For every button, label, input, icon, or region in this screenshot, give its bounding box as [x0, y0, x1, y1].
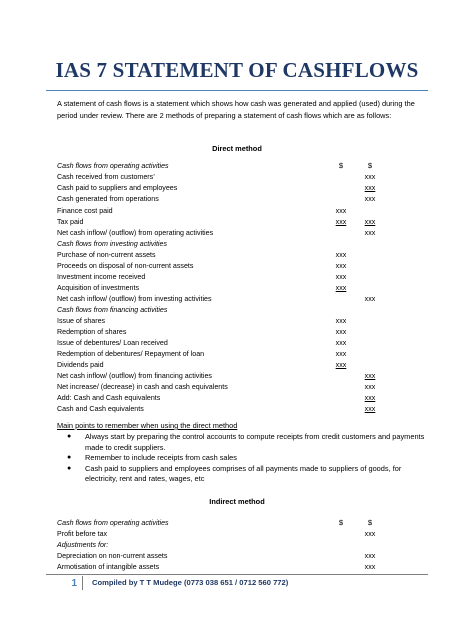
row-label: Cash flows from financing activities [57, 306, 168, 314]
row-label: Net cash inflow/ (outflow) from operating activities [57, 229, 214, 237]
bullet-icon: ● [67, 433, 72, 440]
row-label: Add: Cash and Cash equivalents [57, 394, 161, 402]
direct-row [57, 349, 387, 360]
footer-credit: Compiled by T T Mudege (0773 038 651 / 0712 560 772) [92, 578, 289, 587]
direct-row [57, 316, 387, 327]
direct-row [57, 382, 387, 393]
row-label: Armotisation of intangible assets [57, 563, 160, 571]
row-label: Cash generated from operations [57, 195, 159, 203]
column-2-value: xxx [364, 372, 376, 380]
column-1-header: $ [338, 518, 344, 527]
page-number: 1 [71, 578, 77, 589]
direct-method-heading: Direct method [212, 144, 262, 153]
column-2-value: xxx [364, 173, 376, 181]
row-label: Cash received from customers’ [57, 173, 155, 181]
list-item [57, 432, 427, 453]
direct-row [57, 404, 387, 415]
list-item [57, 464, 427, 485]
indirect-row [57, 551, 387, 562]
bullet-icon: ● [67, 464, 72, 472]
column-2-header: $ [367, 518, 373, 527]
column-2-value: xxx [364, 394, 376, 402]
direct-row [57, 217, 387, 228]
column-2-value: xxx [364, 184, 376, 192]
column-2-header: $ [367, 161, 373, 170]
row-label: Proceeds on disposal of non-current assets [57, 262, 194, 270]
list-item-text: Cash paid to suppliers and employees comprises of all payments made to suppliers of goods, for electricity, rent and rates, wages, etc [85, 463, 402, 484]
column-2-value: xxx [364, 383, 376, 391]
column-1-value: xxx [335, 207, 347, 215]
direct-row [57, 294, 387, 305]
row-label: Acquisition of investments [57, 284, 140, 292]
column-2-value: xxx [364, 552, 376, 560]
indirect-row [57, 540, 387, 551]
list-item-text: Always start by preparing the control accounts to compute receipts from credit customers and payments made to credit suppliers. [85, 432, 425, 452]
list-item-text: Remember to include receipts from cash sales [85, 453, 237, 463]
row-label: Profit before tax [57, 530, 108, 538]
indirect-row [57, 529, 387, 540]
page-title: IAS 7 STATEMENT OF CASHFLOWS [55, 58, 419, 82]
row-label: Cash flows from operating activities [57, 519, 169, 527]
row-label: Redemption of shares [57, 328, 127, 336]
row-label: Purchase of non-current assets [57, 251, 156, 259]
footer-separator [82, 576, 83, 590]
intro-paragraph: A statement of cash flows is a statement which shows how cash was generated and applied (used) during the period under review. There are 2 methods of preparing a statement of cash flows which are as follows: [57, 99, 415, 120]
direct-row [57, 239, 387, 250]
title-underline [46, 90, 428, 91]
row-label: Dividends paid [57, 361, 104, 369]
bullet-icon: ● [67, 454, 72, 462]
main-points-list [57, 432, 427, 485]
row-label: Redemption of debentures/ Repayment of loan [57, 350, 205, 358]
column-1-value: xxx [335, 350, 347, 358]
direct-row [57, 206, 387, 217]
row-label: Net cash inflow/ (outflow) from investing activities [57, 295, 212, 303]
direct-row [57, 194, 387, 205]
row-label: Net increase/ (decrease) in cash and cash equivalents [57, 383, 228, 391]
column-1-value: xxx [335, 218, 347, 226]
footer-divider [46, 574, 428, 575]
row-label: Net cash inflow/ (outflow) from financing activities [57, 372, 212, 380]
direct-row [57, 283, 387, 294]
column-2-value: xxx [364, 218, 376, 226]
row-label: Depreciation on non-current assets [57, 552, 168, 560]
row-label: Cash and Cash equivalents [57, 405, 144, 413]
column-1-value: xxx [335, 273, 347, 281]
row-label: Cash flows from investing activities [57, 240, 167, 248]
direct-row [57, 250, 387, 261]
direct-row [57, 261, 387, 272]
list-item [57, 453, 427, 464]
column-2-value: xxx [364, 229, 376, 237]
direct-row [57, 305, 387, 316]
direct-row [57, 371, 387, 382]
column-1-value: xxx [335, 251, 347, 259]
column-1-value: xxx [335, 317, 347, 325]
direct-row [57, 161, 387, 172]
row-label: Cash flows from operating activities [57, 162, 169, 170]
indirect-row [57, 562, 387, 573]
column-1-value: xxx [335, 262, 347, 270]
direct-row [57, 228, 387, 239]
direct-row [57, 172, 387, 183]
column-2-value: xxx [364, 195, 376, 203]
column-2-value: xxx [364, 563, 376, 571]
row-label: Issue of debentures/ Loan received [57, 339, 168, 347]
direct-row [57, 272, 387, 283]
column-2-value: xxx [364, 405, 376, 413]
indirect-method-heading: Indirect method [209, 497, 265, 506]
direct-row [57, 393, 387, 404]
row-label: Investment income received [57, 273, 146, 281]
row-label: Issue of shares [57, 317, 106, 325]
main-points-heading: Main points to remember when using the direct method [57, 421, 238, 430]
direct-row [57, 360, 387, 371]
column-1-value: xxx [335, 361, 347, 369]
direct-row [57, 183, 387, 194]
column-1-value: xxx [335, 328, 347, 336]
row-label: Tax paid [57, 218, 84, 226]
column-2-value: xxx [364, 295, 376, 303]
column-2-value: xxx [364, 530, 376, 538]
indirect-row [57, 518, 387, 529]
direct-row [57, 327, 387, 338]
row-label: Finance cost paid [57, 207, 113, 215]
row-label: Adjustments for: [57, 541, 109, 549]
column-1-value: xxx [335, 284, 347, 292]
row-label: Cash paid to suppliers and employees [57, 184, 178, 192]
column-1-header: $ [338, 161, 344, 170]
direct-row [57, 338, 387, 349]
column-1-value: xxx [335, 339, 347, 347]
